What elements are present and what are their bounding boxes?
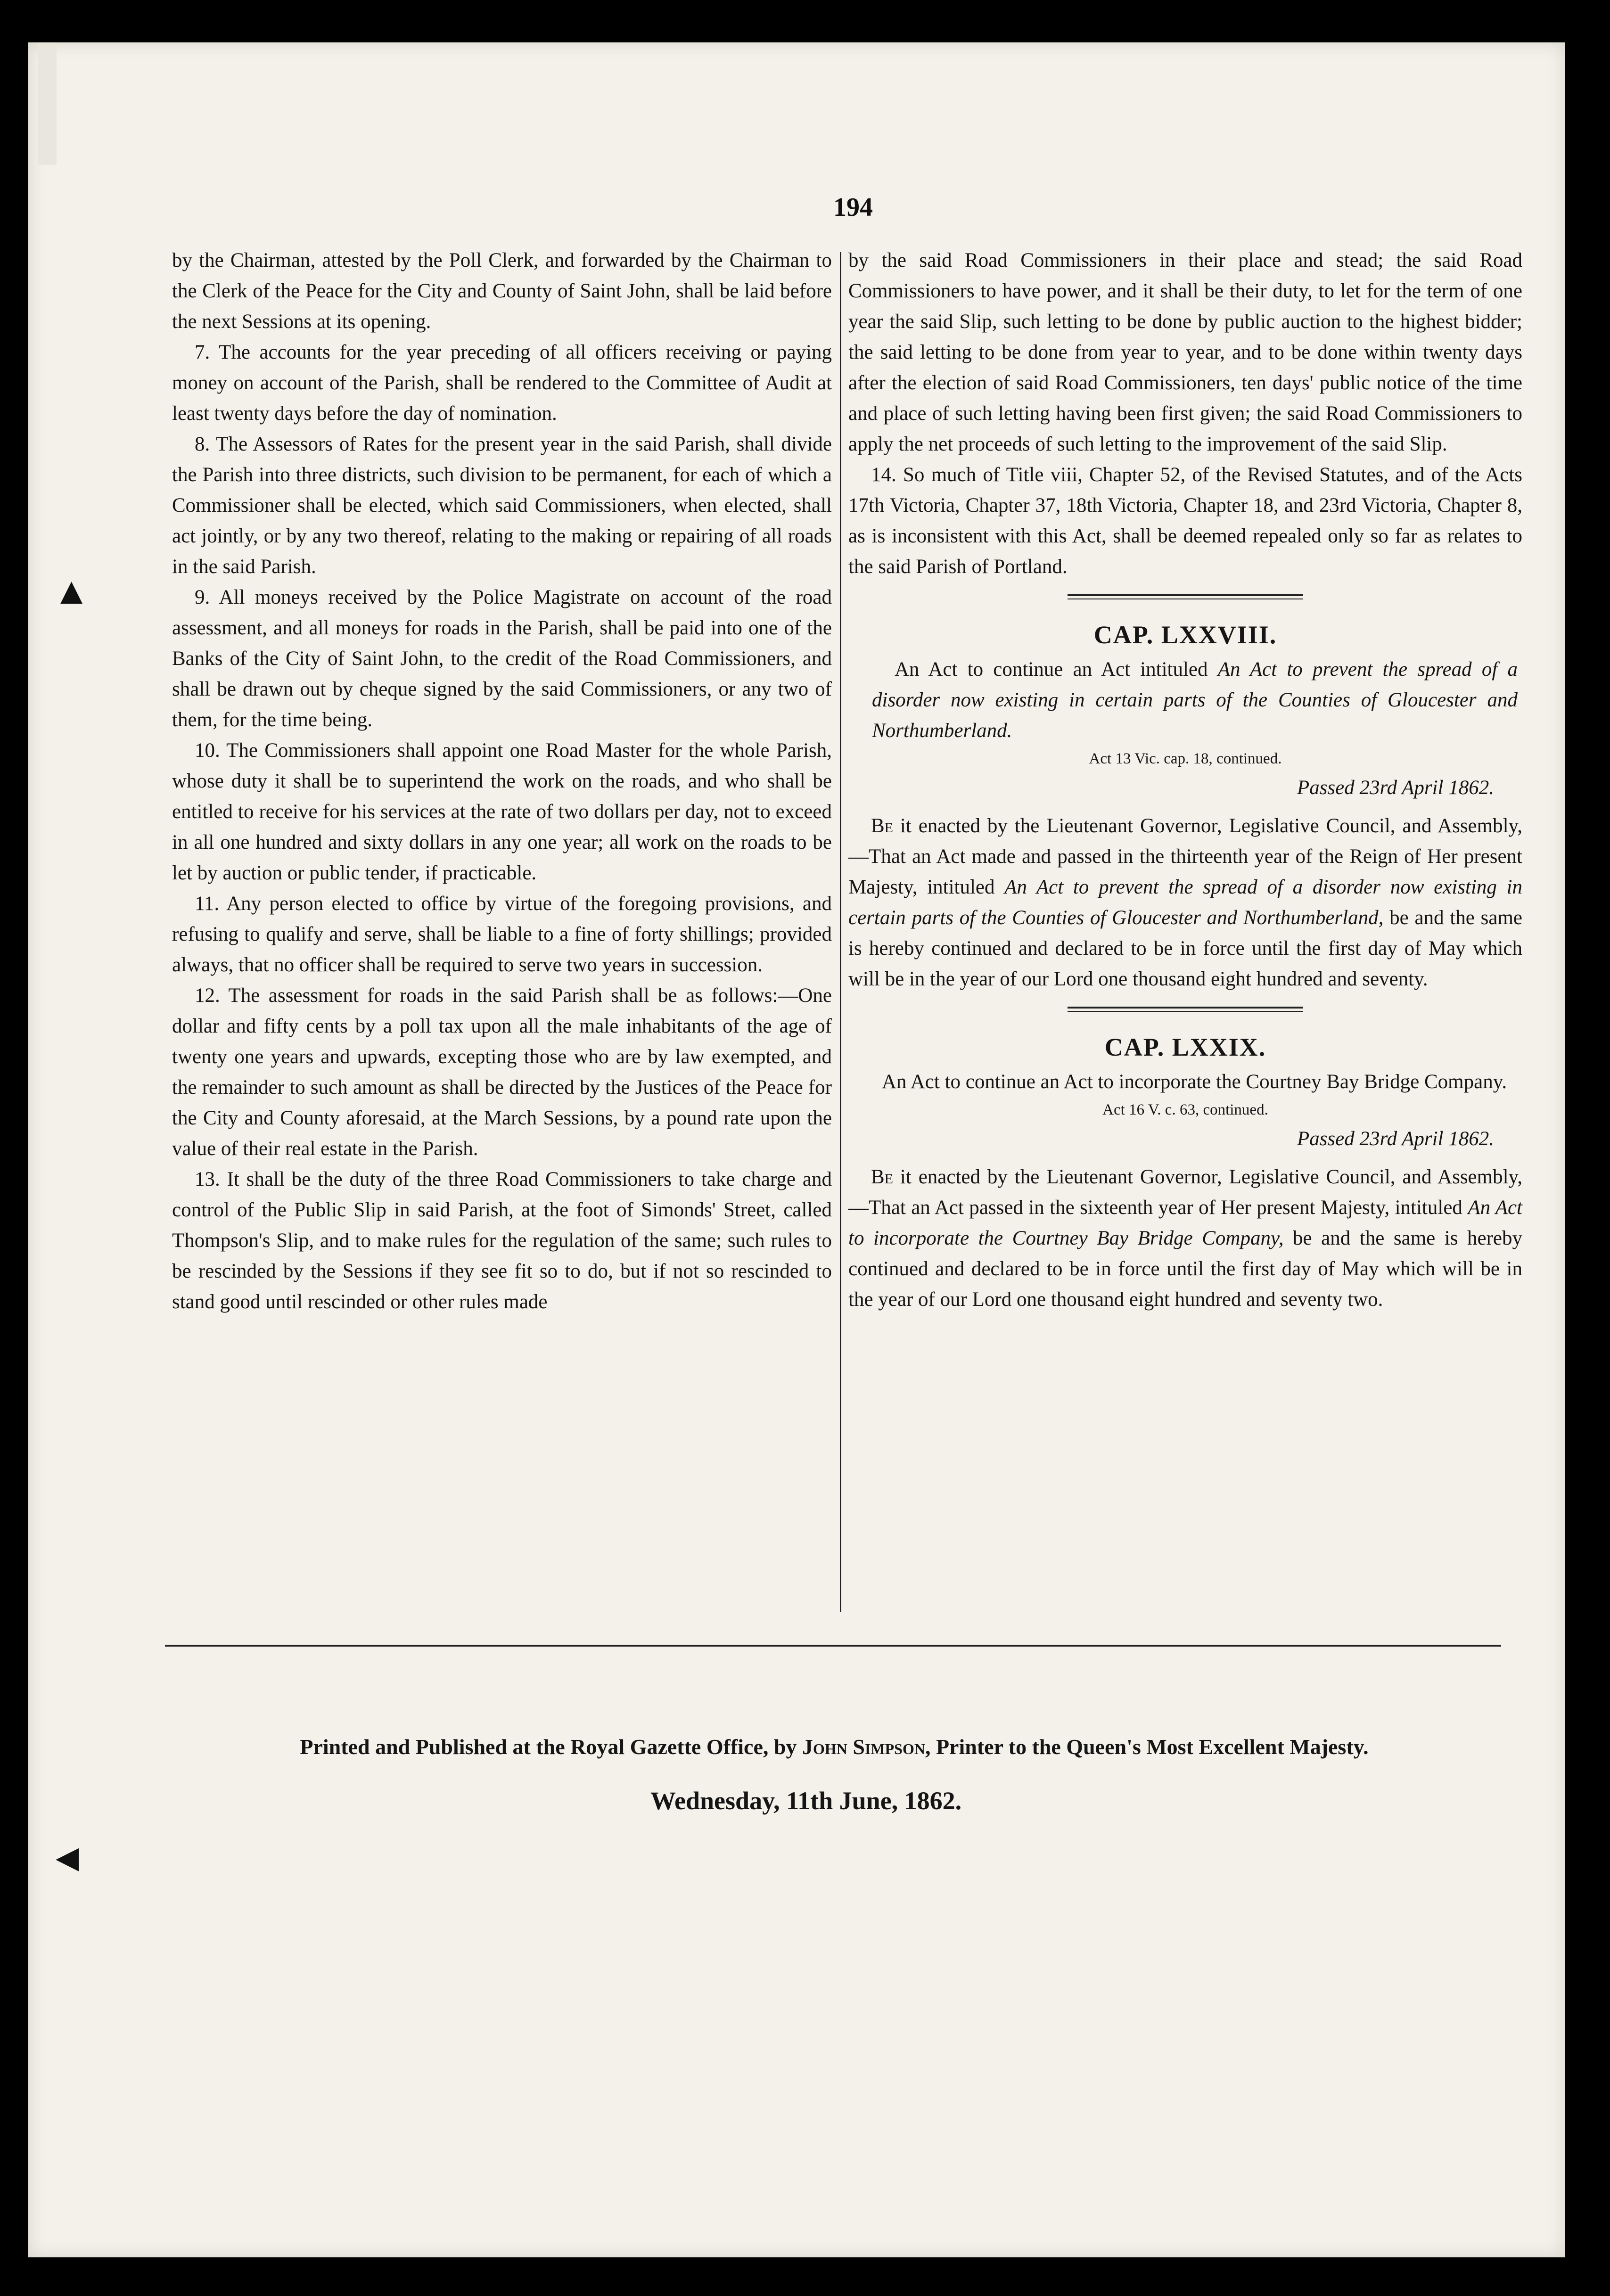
- cap-78-title-prefix: An Act to continue an Act intituled: [895, 658, 1218, 681]
- cap-79-body-1: it enacted by the Lieutenant Governor, Legislative Council, and Assembly,—That an Act passed in the sixteenth year of Her present Majesty, intituled: [848, 1166, 1522, 1219]
- column-divider: [840, 252, 841, 1612]
- cap-78-body-2: be and the same is hereby continued and declared to be in force until the first day of May which will be in the year of our Lord one thousand eight hundred and seventy.: [848, 907, 1522, 990]
- cap-78-enactment: [848, 811, 1522, 994]
- cap-78-title-italic: An Act to prevent the spread of a disorder now existing in certain parts of the Counties of Gloucester and Northumberland.: [872, 658, 1518, 742]
- paragraph-continuation: by the Chairman, attested by the Poll Clerk, and forwarded by the Chairman to the Clerk of the Peace for the City and County of Saint John, shall be laid before the next Sessions at its opening.: [172, 249, 832, 333]
- cap-78-title: [848, 654, 1522, 746]
- imprint-suffix: , Printer to the Queen's Most Excellent Majesty.: [925, 1735, 1369, 1759]
- section-14: 14. So much of Title viii, Chapter 52, of the Revised Statutes, and of the Acts 17th Victoria, Chapter 37, 18th Victoria, Chapter 18, and 23rd Victoria, Chapter 8, as is inconsistent with this Act, shall be deemed repealed only so far as relates to the said Parish of Portland.: [848, 464, 1522, 578]
- imprint-date: Wednesday, 11th June, 1862.: [650, 1787, 962, 1815]
- section-divider: [1068, 594, 1303, 599]
- right-column: [848, 245, 1522, 1315]
- cap-79-body-2: be and the same is hereby continued and declared to be in force until the first day of May which will be in the year of our Lord one thousand eight hundred and seventy two.: [848, 1227, 1522, 1311]
- cap-79-title: An Act to continue an Act to incorporate the Courtney Bay Bridge Company.: [881, 1071, 1507, 1093]
- cap-78-body-1: it enacted by the Lieutenant Governor, Legislative Council, and Assembly,—That an Act made and passed in the thirteenth year of the Reign of Her present Majesty, intituled: [848, 815, 1522, 898]
- section-7: 7. The accounts for the year preceding of all officers receiving or paying money on account of the Parish, shall be rendered to the Committee of Audit at least twenty days before the day of nomination.: [172, 341, 832, 425]
- cap-79-heading: CAP. LXXIX.: [1104, 1033, 1266, 1061]
- left-column: [172, 245, 832, 1317]
- page-corner-tab: [38, 42, 57, 165]
- imprint-line: [179, 1734, 1489, 1759]
- footer-rule: [165, 1645, 1501, 1647]
- section-10: 10. The Commissioners shall appoint one Road Master for the whole Parish, whose duty it shall be to superintend the work on the roads, and who shall be entitled to receive for his services at the rate of two dollars per day, not to exceed in all one hundred and sixty dollars in any one year; all work on the roads to be let by auction or public tender, if practicable.: [172, 739, 832, 884]
- imprint-prefix: Printed and Published at the Royal Gazette Office, by: [300, 1735, 802, 1759]
- cap-79-passed-date: Passed 23rd April 1862.: [1297, 1128, 1494, 1150]
- section-13: 13. It shall be the duty of the three Road Commissioners to take charge and control of the Public Slip in said Parish, at the foot of Simonds' Street, called Thompson's Slip, and to make rules for the regulation of the same; such rules to be rescinded by the Sessions if they see fit so to do, but if not so rescinded to stand good until rescinded or other rules made: [172, 1168, 832, 1313]
- section-9: 9. All moneys received by the Police Magistrate on account of the road assessment, and all moneys for roads in the Parish, shall be paid into one of the Banks of the City of Saint John, to the credit of the Road Commissioners, and shall be drawn out by cheque signed by the said Commissioners, or any two of them, for the time being.: [172, 586, 832, 731]
- cap-78-citation: Act 13 Vic. cap. 18, continued.: [1089, 750, 1282, 767]
- margin-pointer-icon: ◀: [56, 1841, 79, 1874]
- cap-79-citation: Act 16 V. c. 63, continued.: [1102, 1101, 1268, 1118]
- cap-79-enactment: [848, 1162, 1522, 1315]
- cap-78-body-italic: An Act to prevent the spread of a disorder now existing in certain parts of the Counties of Gloucester and Northumberland,: [848, 876, 1522, 929]
- page-number: 194: [833, 193, 873, 222]
- cap-78-enact-word: Be: [871, 815, 894, 837]
- section-divider: [1068, 1007, 1303, 1012]
- cap-78-heading: CAP. LXXVIII.: [1093, 621, 1277, 649]
- margin-pointer-icon: ▲: [53, 571, 90, 612]
- cap-78-passed-date: Passed 23rd April 1862.: [1297, 777, 1494, 799]
- section-13-continuation: by the said Road Commissioners in their place and stead; the said Road Commissioners to have power, and it shall be their duty, to let for the term of one year the said Slip, such letting to be done by public auction to the highest bidder; the said letting to be done from year to year, and to be done within twenty days after the election of said Road Commissioners, ten days' public notice of the time and place of such letting having been first given; the said Road Commissioners to apply the net proceeds of such letting to the improvement of the said Slip.: [848, 249, 1522, 455]
- section-11: 11. Any person elected to office by virtue of the foregoing provisions, and refusing to qualify and serve, shall be liable to a fine of forty shillings; provided always, that no officer shall be required to serve two years in succession.: [172, 893, 832, 976]
- imprint-printer-name: John Simpson: [802, 1735, 925, 1759]
- cap-79-body-italic: An Act to incorporate the Courtney Bay Bridge Company,: [848, 1197, 1522, 1249]
- section-12: 12. The assessment for roads in the said Parish shall be as follows:—One dollar and fifty cents by a poll tax upon all the male inhabitants of the age of twenty one years and upwards, excepting those who are by law exempted, and the remainder to such amount as shall be directed by the Justices of the Peace for the City and County aforesaid, at the March Sessions, by a pound rate upon the value of their real estate in the Parish.: [172, 984, 832, 1160]
- cap-79-enact-word: Be: [871, 1166, 894, 1188]
- section-8: 8. The Assessors of Rates for the present year in the said Parish, shall divide the Parish into three districts, such division to be permanent, for each of which a Commissioner shall be elected, which said Commissioners, when elected, shall act jointly, or by any two thereof, relating to the making or repairing of all roads in the said Parish.: [172, 433, 832, 578]
